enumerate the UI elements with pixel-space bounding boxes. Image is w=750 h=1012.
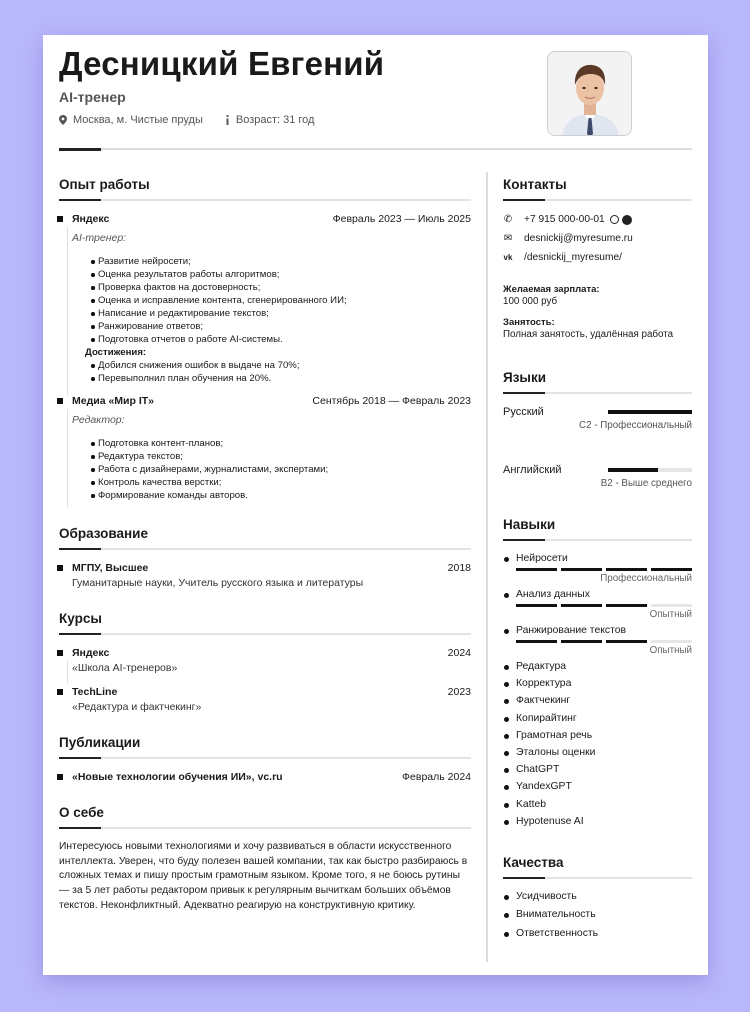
profile-photo xyxy=(547,51,632,136)
skill-segment xyxy=(561,604,602,607)
publication-title: «Новые технологии обучения ИИ», vc.ru xyxy=(72,771,283,783)
skill-name: Анализ данных xyxy=(503,589,692,600)
achievements-list xyxy=(72,359,471,385)
list-item: Контроль качества верстки; xyxy=(72,476,471,489)
skill-segment xyxy=(516,604,557,607)
skill-segment xyxy=(561,640,602,643)
skill-name: Нейросети xyxy=(503,553,692,564)
course-year: 2023 xyxy=(447,686,471,698)
course-year: 2024 xyxy=(447,647,471,659)
email-row xyxy=(503,232,692,245)
list-item: Фактчекинг xyxy=(503,695,692,712)
skill-segment xyxy=(606,640,647,643)
header-divider xyxy=(59,148,692,150)
education-heading: Образование xyxy=(59,526,148,541)
skill-level: Опытный xyxy=(649,609,692,620)
list-item: Копирайтинг xyxy=(503,713,692,730)
language-name: Русский xyxy=(503,406,544,418)
language-level-fill xyxy=(608,410,692,414)
phone-icon: ✆ xyxy=(503,214,513,225)
skill-level: Опытный xyxy=(649,645,692,656)
rated-skill xyxy=(503,589,692,620)
skill-level-bar xyxy=(516,640,692,643)
job-title: AI-тренер xyxy=(59,89,126,105)
publication-entry xyxy=(59,771,471,783)
qualities-heading: Качества xyxy=(503,854,564,870)
job-period: Февраль 2023 — Июль 2025 xyxy=(332,213,471,225)
company-name: Медиа «Мир IT» xyxy=(72,395,155,407)
list-item: Подготовка отчетов о работе AI-системы. xyxy=(72,333,471,346)
salary-value: 100 000 руб xyxy=(503,296,558,307)
list-item: Редактура текстов; xyxy=(72,450,471,463)
publication-date: Февраль 2024 xyxy=(402,771,471,783)
job-entry xyxy=(59,213,471,385)
languages-heading: Языки xyxy=(503,370,546,385)
job-period: Сентябрь 2018 — Февраль 2023 xyxy=(312,395,471,407)
list-item: Редактура xyxy=(503,661,692,678)
column-divider xyxy=(486,172,488,962)
institution-name: МГПУ, Высшее xyxy=(72,562,149,574)
list-item: Работа с дизайнерами, журналистами, экспертами; xyxy=(72,463,471,476)
age-text: Возраст: 31 год xyxy=(235,114,315,126)
section-rule xyxy=(503,392,692,394)
language-level-fill xyxy=(608,468,658,472)
section-rule xyxy=(503,199,692,201)
list-item: Грамотная речь xyxy=(503,730,692,747)
skill-segment xyxy=(651,568,692,571)
skill-segment xyxy=(561,568,602,571)
language-level-bar xyxy=(608,410,692,414)
phone-row xyxy=(503,213,692,226)
header-meta xyxy=(59,114,314,126)
mail-icon: ✉ xyxy=(503,233,513,244)
education-detail: Гуманитарные науки, Учитель русского языка и литературы xyxy=(72,577,364,589)
list-item: Katteb xyxy=(503,799,692,816)
location-pin-icon xyxy=(59,115,67,125)
language-level-bar xyxy=(608,468,692,472)
course-title: «Школа AI-тренеров» xyxy=(72,662,178,674)
language-item xyxy=(503,406,692,464)
contacts-heading: Контакты xyxy=(503,177,567,192)
skill-level: Профессиональный xyxy=(600,573,692,584)
language-level: B2 - Выше среднего xyxy=(600,478,692,489)
list-item: Перевыполнил план обучения на 20%. xyxy=(72,372,471,385)
language-level: C2 - Профессиональный xyxy=(579,420,692,431)
skill-segment xyxy=(516,640,557,643)
education-year: 2018 xyxy=(447,562,471,574)
list-item: Внимательность xyxy=(503,909,692,928)
location-text: Москва, м. Чистые пруды xyxy=(73,114,203,126)
info-icon xyxy=(225,115,230,125)
duties-list xyxy=(72,255,471,346)
courses-heading: Курсы xyxy=(59,611,102,626)
job-role: AI-тренер: xyxy=(72,232,127,244)
location xyxy=(59,114,203,126)
skill-segment xyxy=(516,568,557,571)
list-item: Оценка и исправление контента, сгенерированного ИИ; xyxy=(72,294,471,307)
skill-segment xyxy=(606,604,647,607)
list-item: Ответственность xyxy=(503,928,692,947)
list-item: Добился снижения ошибок в выдаче на 70%; xyxy=(72,359,471,372)
skill-segment xyxy=(651,640,692,643)
list-item: Развитие нейросети; xyxy=(72,255,471,268)
person-name: Десницкий Евгений xyxy=(59,45,385,82)
list-item: Оценка результатов работы алгоритмов; xyxy=(72,268,471,281)
course-entry xyxy=(59,647,471,674)
phone-number[interactable]: +7 915 000-00-01 xyxy=(524,214,605,225)
achievements-label: Достижения: xyxy=(85,347,147,358)
vk-row xyxy=(503,251,692,264)
list-item: Усидчивость xyxy=(503,891,692,910)
resume-page xyxy=(43,35,708,975)
course-entry xyxy=(59,686,471,713)
section-rule xyxy=(503,539,692,541)
whatsapp-icon[interactable] xyxy=(610,215,619,224)
publications-heading: Публикации xyxy=(59,735,141,750)
left-column xyxy=(59,177,471,914)
skill-segment xyxy=(651,604,692,607)
list-item: Формирование команды авторов. xyxy=(72,489,471,502)
about-heading: О себе xyxy=(59,805,104,820)
vk-link[interactable]: /desnickij_myresume/ xyxy=(524,252,622,263)
list-item: Эталоны оценки xyxy=(503,747,692,764)
skill-level-bar xyxy=(516,568,692,571)
language-item xyxy=(503,464,692,522)
education-entry xyxy=(59,562,471,589)
list-item: Ранжирование ответов; xyxy=(72,320,471,333)
right-column xyxy=(503,177,692,946)
vk-icon: vk xyxy=(503,253,513,262)
employment-value: Полная занятость, удалённая работа xyxy=(503,329,674,340)
job-role: Редактор: xyxy=(72,414,125,426)
list-item: YandexGPT xyxy=(503,781,692,798)
list-item: Проверка фактов на достоверность; xyxy=(72,281,471,294)
language-name: Английский xyxy=(503,464,562,476)
list-item: ChatGPT xyxy=(503,764,692,781)
section-rule xyxy=(59,548,471,550)
course-provider: Яндекс xyxy=(72,647,110,659)
email-address[interactable]: desnickij@myresume.ru xyxy=(524,233,633,244)
skills-heading: Навыки xyxy=(503,517,556,532)
qualities-list xyxy=(503,891,692,947)
skills-list xyxy=(503,661,692,833)
job-entry xyxy=(59,395,471,502)
experience-heading: Опыт работы xyxy=(59,177,150,192)
skill-name: Ранжирование текстов xyxy=(503,625,692,636)
rated-skill xyxy=(503,553,692,584)
section-rule xyxy=(59,827,471,829)
about-text: Интересуюсь новыми технологиями и хочу развиваться в области искусственного интеллекта. Уверен, что буду полезен вашей компании, так как быстро разбираюсь в сложных темах и пишу простым грамотным языком. Кроме того, я не боюсь рутины — за 5 лет работы редактором привык к регулярным вычиткам больших объёмов текстов. Неконфликтный. Адекватно реагирую на конструктивную критику. xyxy=(59,841,468,911)
list-item: Корректура xyxy=(503,678,692,695)
list-item: Написание и редактирование текстов; xyxy=(72,307,471,320)
duties-list xyxy=(72,437,471,502)
telegram-icon[interactable] xyxy=(622,215,632,225)
employment-label: Занятость: xyxy=(503,317,555,328)
section-rule xyxy=(59,757,471,759)
rated-skill xyxy=(503,625,692,656)
salary-label: Желаемая зарплата: xyxy=(503,284,600,295)
company-name: Яндекс xyxy=(72,213,110,225)
section-rule xyxy=(59,199,471,201)
section-rule xyxy=(59,633,471,635)
skill-segment xyxy=(606,568,647,571)
course-provider: TechLine xyxy=(72,686,118,698)
skill-level-bar xyxy=(516,604,692,607)
age xyxy=(225,114,315,126)
list-item: Hypotenuse AI xyxy=(503,816,692,833)
section-rule xyxy=(503,877,692,879)
course-title: «Редактура и фактчекинг» xyxy=(72,701,202,713)
list-item: Подготовка контент-планов; xyxy=(72,437,471,450)
